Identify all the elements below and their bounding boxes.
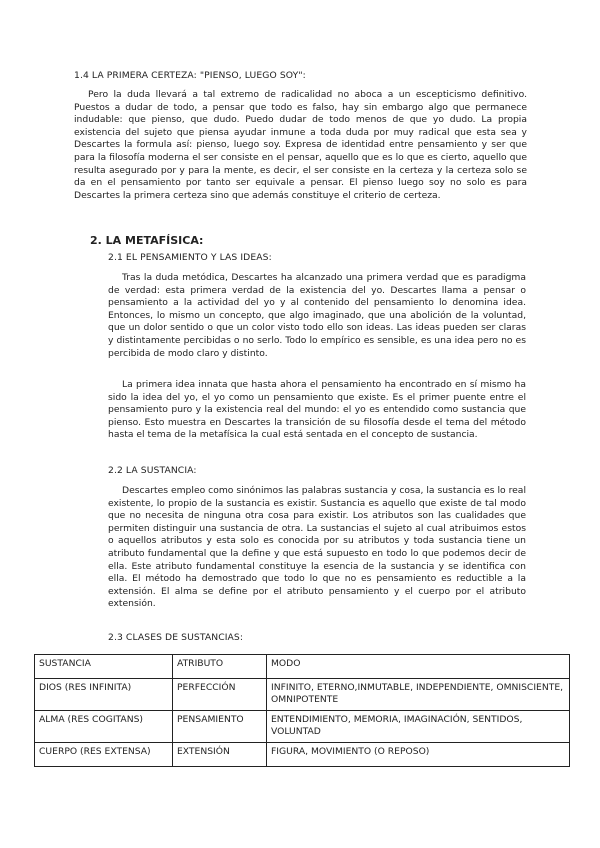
section-2-2-paragraph: Descartes empleo como sinónimos las palabras sustancia y cosa, la sustancia es lo real existente, lo propio de la sustancia es existir. Sustancia es aquello que existe de tal modo que no necesita de ninguna otra cosa para existir. Los atributos son las cualidades que permiten distinguir una sustancia de otra. La sustancias el sujeto al cual atribuimos estos o aquellos atributos y esta solo es conocida por su atributos y toda sustancia tiene un atributo fundamental que la define y que está supuesto en todo lo que podemos decir de ella. Este atributo fundamental constituye la esencia de la sustancia y se identifica con ella. El método ha demostrado que todo lo que no es pensamiento es reductible a la extensión. El alma se define por el atributo pensamiento y el cuerpo por el atributo extensión. [108,485,526,610]
table-cell: FIGURA, MOVIMIENTO (O REPOSO) [267,743,570,767]
table-cell: INFINITO, ETERNO,INMUTABLE, INDEPENDIENTE, OMNISCIENTE, OMNIPOTENTE [267,679,570,711]
table-cell: EXTENSIÓN [173,743,267,767]
table-header-row [35,655,570,679]
table-row [35,679,570,711]
table-header-cell: SUSTANCIA [35,655,173,679]
table-header-cell: MODO [267,655,570,679]
table-row [35,743,570,767]
section-2-heading: 2. LA METAFÍSICA: [90,234,204,247]
table-cell: PERFECCIÓN [173,679,267,711]
section-2-3-heading: 2.3 CLASES DE SUSTANCIAS: [108,632,244,643]
table-header-cell: ATRIBUTO [173,655,267,679]
table-cell: ALMA (RES COGITANS) [35,711,173,743]
section-2-1-paragraph-2: La primera idea innata que hasta ahora el pensamiento ha encontrado en sí mismo ha sido la idea del yo, el yo como un pensamiento que existe. Es el primer puente entre el pensamiento puro y la existencia real del mundo: el yo es entendido como sustancia que pienso. Esto muestra en Descartes la transición de su filosofía desde el tema del método hasta el tema de la metafísica la cual está sentada en el concepto de sustancia. [108,379,526,441]
substances-table [34,654,570,767]
table-row [35,711,570,743]
section-1-4-heading: 1.4 LA PRIMERA CERTEZA: "PIENSO, LUEGO SOY": [74,70,306,81]
section-1-4-paragraph: Pero la duda llevará a tal extremo de radicalidad no aboca a un escepticismo definitivo. Puestos a dudar de todo, a pensar que todo es falso, hay sin embargo algo que permanece indudable: que pienso, que dudo. Puedo dudar de todo menos de que yo dudo. La propia existencia del sujeto que piensa ayudar inmune a toda duda por muy radical que esta sea y Descartes la formula así: pienso, luego soy. Expresa de identidad entre pensamiento y ser que para la filosofía moderna el ser consiste en el pensar, aquello que es lo que es cierto, aquello que resulta asegurado por y para la mente, es decir, el ser consiste en la certeza y la certeza solo se da en el pensamiento por tanto ser equivale a pensar. El pienso luego soy no solo es para Descartes la primera certeza sino que además constituye el criterio de certeza. [74,89,527,201]
section-2-1-heading: 2.1 EL PENSAMIENTO Y LAS IDEAS: [108,252,272,263]
section-2-1-paragraph-1: Tras la duda metódica, Descartes ha alcanzado una primera verdad que es paradigma de verdad: esta primera verdad de la existencia del yo. Descartes llama a pensar o pensamiento a la actividad del yo y al contenido del pensamiento lo denomina idea. Entonces, lo mismo un concepto, que algo imaginado, que una abolición de la voluntad, que un dolor sentido o que un color visto todo ello son ideas. Las ideas pueden ser claras y distintamente percibidas o no serlo. Todo lo empírico es sensible, es una idea pero no es percibida de modo claro y distinto. [108,272,526,359]
table-cell: ENTENDIMIENTO, MEMORIA, IMAGINACIÓN, SENTIDOS, VOLUNTAD [267,711,570,743]
table-cell: PENSAMIENTO [173,711,267,743]
table-cell: CUERPO (RES EXTENSA) [35,743,173,767]
table-cell: DIOS (RES INFINITA) [35,679,173,711]
section-2-2-heading: 2.2 LA SUSTANCIA: [108,465,197,476]
